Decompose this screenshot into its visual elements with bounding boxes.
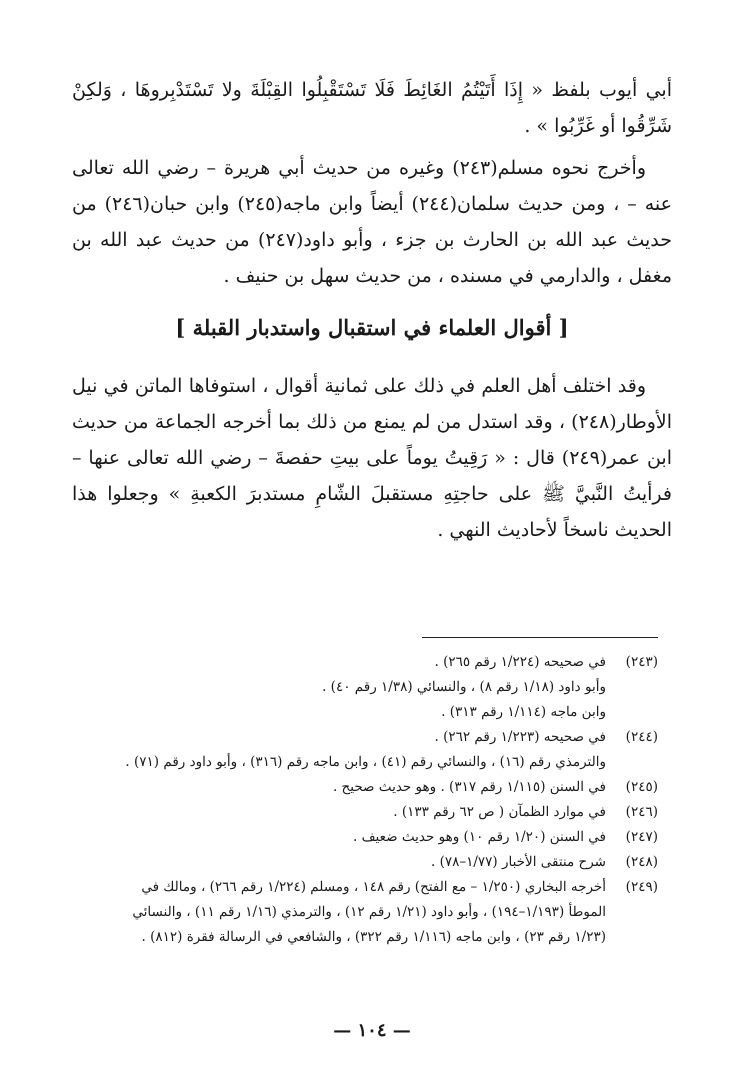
footnote-246 (70, 800, 658, 825)
footnote-line: في صحيحه (١/٢٢٣ رقم ٢٦٢) . (434, 729, 606, 745)
paragraph-1: أبي أيوب بلفظ « إِذَا أَتَيْتُمُ الغَائِطَ فَلَا تَسْتَقْبِلُوا القِبْلَةَ ولا تَسْتَدْبِروهَا ، وَلكِنْ شَرِّقُوا أو غَرِّبُوا » . (72, 79, 672, 137)
footnote-line: والترمذي رقم (١٦) ، والنسائي رقم (٤١) ، وابن ماجه رقم (٣١٦) ، وأبو داود رقم (٧١) . (125, 754, 606, 770)
footnote-number: (٢٤٩) (625, 879, 658, 895)
section-heading: [ أقوال العلماء في استقبال واستدبار القبلة ] (175, 315, 569, 340)
paragraph-3: وقد اختلف أهل العلم في ذلك على ثمانية أقوال ، استوفاها الماتن في نيل الأوطار(٢٤٨) ، وقد استدل من لم يمنع من ذلك بما أخرجه الجماعة من حديث ابن عمر(٢٤٩) قال : « رَقِيتُ يوماً على بيتِ حفصةَ – رضي الله تعالى عنها – فرأيتُ النَّبيَّ ﷺ على حاجتِهِ مستقبلَ الشّامِ مستدبرَ الكعبةِ » وجعلوا هذا الحديث ناسخاً لأحاديث النهي . (72, 375, 672, 541)
footnote-245 (70, 775, 658, 800)
footnote-line: في صحيحه (١/٢٢٤ رقم ٢٦٥) . (434, 654, 606, 670)
footnote-line: (١/٢٣ رقم ٢٣) ، وابن ماجه (١/١١٦ رقم ٣٢٢) ، والشافعي في الرسالة فقرة (٨١٢) . (141, 929, 606, 945)
footnote-line: في السنن (١/١١٥ رقم ٣١٧) . وهو حديث صحيح . (332, 779, 606, 795)
footnote-line: وأبو داود (١/١٨ رقم ٨) ، والنسائي (١/٣٨ رقم ٤٠) . (322, 679, 606, 695)
footnote-247 (70, 825, 658, 850)
footnote-line: شرح منتقى الأخبار (١/٧٧–٧٨) . (430, 854, 606, 870)
footnote-line: الموطأ (١/١٩٣–١٩٤) ، وأبو داود (١/٢١ رقم ١٢) ، والترمذي (١/١٦ رقم ١١) ، والنسائي (132, 904, 606, 920)
footnote-number: (٢٤٤) (625, 729, 658, 745)
page-number: — ١٠٤ — (333, 1020, 411, 1041)
footnote-separator (422, 637, 658, 638)
footnote-number: (٢٤٨) (625, 854, 658, 870)
footnote-number: (٢٤٣) (625, 654, 658, 670)
footnote-248 (70, 850, 658, 875)
footnote-249 (70, 875, 658, 950)
footnote-line: وابن ماجه (١/١١٤ رقم ٣١٣) . (441, 704, 606, 720)
footnote-243 (70, 650, 658, 725)
footnote-line: في موارد الظمآن ( ص ٦٢ رقم ١٣٣) . (393, 804, 606, 820)
footnote-number: (٢٤٥) (625, 779, 658, 795)
footnote-244 (70, 725, 658, 775)
main-text (72, 72, 672, 554)
footnote-number: (٢٤٦) (625, 804, 658, 820)
footnote-number: (٢٤٧) (625, 829, 658, 845)
footnote-line: في السنن (١/٢٠ رقم ١٠) وهو حديث ضعيف . (353, 829, 606, 845)
footnotes (70, 650, 658, 950)
paragraph-2: وأخرج نحوه مسلم(٢٤٣) وغيره من حديث أبي هريرة – رضي الله تعالى عنه – ، ومن حديث سلمان(٢٤٤) أيضاً وابن ماجه(٢٤٥) وابن حبان(٢٤٦) من حديث عبد الله بن الحارث بن جزء ، وأبو داود(٢٤٧) من حديث عبد الله بن مغفل ، والدارمي في مسنده ، من حديث سهل بن حنيف . (72, 157, 672, 287)
footnote-line: أخرجه البخاري (١/٢٥٠ – مع الفتح) رقم ١٤٨ ، ومسلم (١/٢٢٤ رقم ٢٦٦) ، ومالك في (141, 879, 606, 895)
